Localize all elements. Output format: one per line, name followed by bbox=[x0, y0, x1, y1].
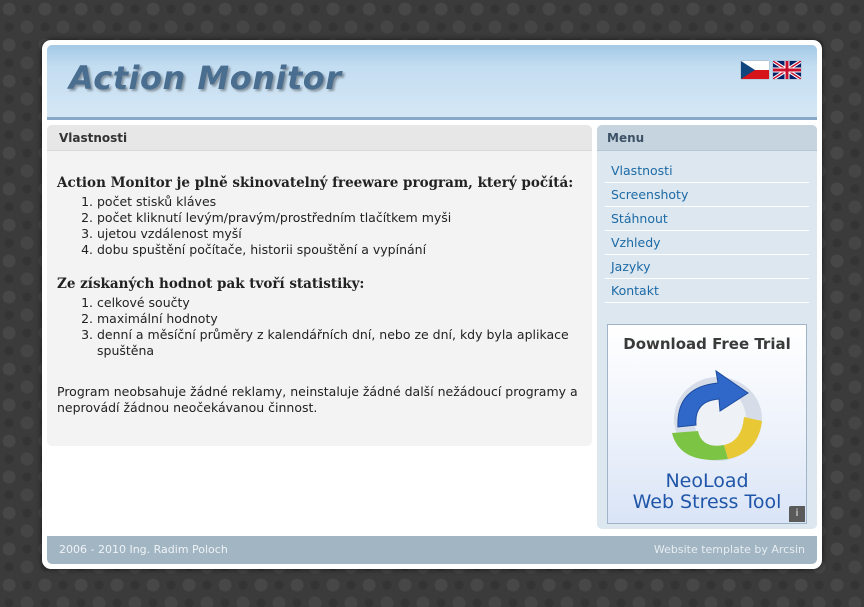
content-body bbox=[47, 151, 592, 416]
uk-flag-icon[interactable] bbox=[773, 61, 801, 79]
czech-flag-icon[interactable] bbox=[741, 61, 769, 79]
stats-heading: Ze získaných hodnot pak tvoří statistiky: bbox=[57, 276, 365, 292]
ad-product-name: NeoLoad bbox=[665, 470, 749, 492]
list-item: 1. celkové součty bbox=[97, 295, 582, 311]
menu-item-screenshoty bbox=[605, 183, 809, 207]
menu-item-vzhledy bbox=[605, 231, 809, 255]
menu-item-kontakt bbox=[605, 279, 809, 303]
menu-item-vlastnosti bbox=[605, 159, 809, 183]
footer-credit-prefix: Website template by bbox=[653, 543, 768, 556]
menu-link-kontakt[interactable]: Kontakt bbox=[611, 283, 659, 298]
stats-list bbox=[57, 295, 582, 359]
list-item: 2. počet kliknutí levým/pravým/prostředním tlačítkem myši bbox=[97, 210, 582, 226]
footer-copyright: 2006 - 2010 Ing. Radim Poloch bbox=[59, 543, 228, 556]
neoload-ad-banner[interactable] bbox=[607, 324, 807, 524]
language-switcher bbox=[741, 61, 801, 79]
intro-heading: Action Monitor je plně skinovatelný freeware program, který počítá: bbox=[57, 175, 574, 191]
note-paragraph: Program neobsahuje žádné reklamy, neinstaluje žádné další nežádoucí programy a neprovádí žádnou neočekávanou činnost. bbox=[57, 384, 578, 415]
footer bbox=[47, 536, 817, 564]
sidebar bbox=[597, 125, 817, 529]
content-heading: Vlastnosti bbox=[47, 125, 592, 151]
list-item: 2. maximální hodnoty bbox=[97, 311, 582, 327]
menu-link-vzhledy[interactable]: Vzhledy bbox=[611, 235, 661, 250]
footer-credit-link[interactable]: Arcsin bbox=[771, 543, 805, 556]
list-item: 4. dobu spuštění počítače, historii spouštění a vypínání bbox=[97, 242, 582, 258]
list-item: 3. denní a měsíční průměry z kalendářních dní, nebo ze dní, kdy byla aplikace spuštěna bbox=[97, 327, 582, 359]
neoload-logo-icon bbox=[658, 357, 768, 465]
menu-item-jazyky bbox=[605, 255, 809, 279]
ad-product-tagline: Web Stress Tool bbox=[632, 491, 782, 513]
menu-link-jazyky[interactable]: Jazyky bbox=[611, 259, 651, 274]
menu-item-stahnout bbox=[605, 207, 809, 231]
sidebar-menu bbox=[597, 159, 817, 303]
list-item: 1. počet stisků kláves bbox=[97, 194, 582, 210]
ad-title: Download Free Trial bbox=[623, 335, 791, 353]
footer-credit bbox=[654, 536, 805, 564]
header bbox=[47, 45, 817, 120]
main-content bbox=[47, 125, 592, 446]
info-icon[interactable]: i bbox=[789, 506, 805, 522]
counts-list bbox=[57, 194, 582, 258]
sidebar-heading: Menu bbox=[597, 125, 817, 151]
list-item: 3. ujetou vzdálenost myší bbox=[97, 226, 582, 242]
menu-link-vlastnosti[interactable]: Vlastnosti bbox=[611, 163, 673, 178]
menu-link-screenshoty[interactable]: Screenshoty bbox=[611, 187, 689, 202]
page-container bbox=[42, 40, 822, 569]
menu-link-stahnout[interactable]: Stáhnout bbox=[611, 211, 668, 226]
site-logo-title[interactable]: Action Monitor bbox=[69, 59, 342, 97]
